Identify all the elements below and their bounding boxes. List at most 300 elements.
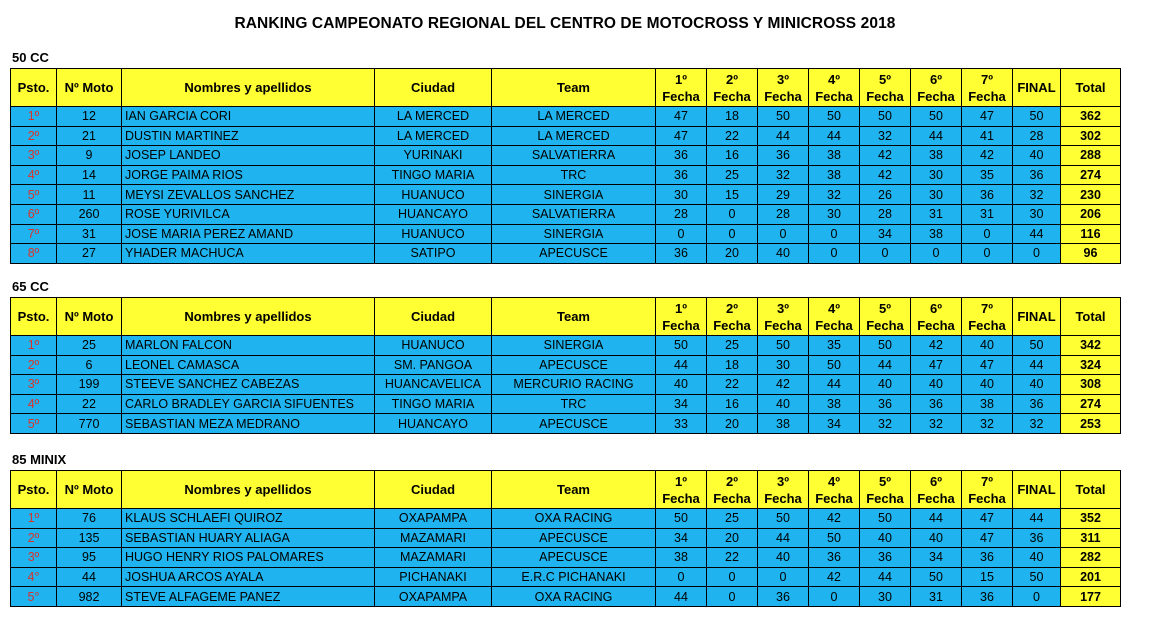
fecha-1-points-cell: 34 [656,528,707,548]
team-cell: SALVATIERRA [492,146,656,166]
final-points-cell: 50 [1013,107,1061,127]
header-team: Team [492,471,656,509]
fecha-3-points-cell: 36 [758,146,809,166]
fecha-2-points-cell: 15 [707,185,758,205]
fecha-4-points-cell: 44 [809,375,860,395]
fecha-2-points-cell: 18 [707,355,758,375]
team-cell: APECUSCE [492,244,656,264]
rider-name-cell: HUGO HENRY RIOS PALOMARES [122,548,375,568]
final-points-cell: 44 [1013,509,1061,529]
table-row [11,375,1121,395]
team-cell: OXA RACING [492,587,656,607]
header-final: FINAL [1013,298,1061,336]
total-points-cell: 302 [1061,126,1121,146]
fecha-6-points-cell: 31 [911,587,962,607]
total-points-cell: 253 [1061,414,1121,434]
fecha-6-points-cell: 40 [911,528,962,548]
fecha-4-points-cell: 0 [809,224,860,244]
header-fecha-1: 1º Fecha [656,69,707,107]
total-points-cell: 288 [1061,146,1121,166]
fecha-3-points-cell: 36 [758,587,809,607]
header-total: Total [1061,471,1121,509]
header-fecha-7: 7º Fecha [962,298,1013,336]
fecha-2-points-cell: 0 [707,567,758,587]
fecha-2-points-cell: 20 [707,414,758,434]
position-cell: 5º [11,414,57,434]
final-points-cell: 44 [1013,224,1061,244]
fecha-6-points-cell: 31 [911,204,962,224]
final-points-cell: 44 [1013,355,1061,375]
total-points-cell: 230 [1061,185,1121,205]
fecha-1-points-cell: 44 [656,587,707,607]
fecha-3-points-cell: 32 [758,165,809,185]
header-name: Nombres y apellidos [122,471,375,509]
fecha-1-points-cell: 47 [656,126,707,146]
fecha-5-points-cell: 42 [860,146,911,166]
fecha-5-points-cell: 34 [860,224,911,244]
table-header-row [11,298,1121,336]
position-cell: 1º [11,336,57,356]
fecha-6-points-cell: 40 [911,375,962,395]
fecha-1-points-cell: 47 [656,107,707,127]
city-cell: LA MERCED [375,107,492,127]
header-team: Team [492,69,656,107]
fecha-4-points-cell: 30 [809,204,860,224]
team-cell: TRC [492,394,656,414]
city-cell: PICHANAKI [375,567,492,587]
fecha-4-points-cell: 35 [809,336,860,356]
fecha-7-points-cell: 38 [962,394,1013,414]
table-row [11,567,1121,587]
total-points-cell: 201 [1061,567,1121,587]
header-fecha-1: 1º Fecha [656,471,707,509]
ranking-table-65cc [10,297,1121,434]
moto-number-cell: 199 [57,375,122,395]
moto-number-cell: 9 [57,146,122,166]
position-cell: 4º [11,394,57,414]
fecha-3-points-cell: 40 [758,548,809,568]
fecha-7-points-cell: 35 [962,165,1013,185]
header-name: Nombres y apellidos [122,298,375,336]
header-fecha-6: 6º Fecha [911,471,962,509]
fecha-6-points-cell: 0 [911,244,962,264]
header-team: Team [492,298,656,336]
fecha-1-points-cell: 0 [656,567,707,587]
header-fecha-3: 3º Fecha [758,298,809,336]
table-row [11,394,1121,414]
header-fecha-6: 6º Fecha [911,298,962,336]
team-cell: SINERGIA [492,336,656,356]
header-name: Nombres y apellidos [122,69,375,107]
fecha-6-points-cell: 30 [911,165,962,185]
team-cell: APECUSCE [492,548,656,568]
fecha-2-points-cell: 20 [707,528,758,548]
position-cell: 1º [11,107,57,127]
moto-number-cell: 14 [57,165,122,185]
fecha-4-points-cell: 50 [809,107,860,127]
table-row [11,146,1121,166]
rider-name-cell: IAN GARCIA CORI [122,107,375,127]
rider-name-cell: SEBASTIAN HUARY ALIAGA [122,528,375,548]
moto-number-cell: 44 [57,567,122,587]
rider-name-cell: STEEVE SANCHEZ CABEZAS [122,375,375,395]
fecha-7-points-cell: 40 [962,336,1013,356]
fecha-7-points-cell: 47 [962,107,1013,127]
city-cell: SM. PANGOA [375,355,492,375]
rider-name-cell: YHADER MACHUCA [122,244,375,264]
city-cell: MAZAMARI [375,548,492,568]
team-cell: E.R.C PICHANAKI [492,567,656,587]
ranking-table-50cc [10,68,1121,264]
fecha-6-points-cell: 38 [911,146,962,166]
team-cell: MERCURIO RACING [492,375,656,395]
table-header-row [11,471,1121,509]
city-cell: HUANCAVELICA [375,375,492,395]
fecha-3-points-cell: 50 [758,336,809,356]
team-cell: SINERGIA [492,224,656,244]
table-row [11,165,1121,185]
fecha-6-points-cell: 47 [911,355,962,375]
fecha-5-points-cell: 44 [860,355,911,375]
fecha-6-points-cell: 50 [911,567,962,587]
fecha-3-points-cell: 42 [758,375,809,395]
table-row [11,244,1121,264]
page-title: RANKING CAMPEONATO REGIONAL DEL CENTRO DE MOTOCROSS Y MINICROSS 2018 [234,15,896,32]
position-cell: 5º [11,185,57,205]
total-points-cell: 274 [1061,394,1121,414]
fecha-4-points-cell: 36 [809,548,860,568]
team-cell: APECUSCE [492,528,656,548]
team-cell: APECUSCE [492,355,656,375]
fecha-2-points-cell: 22 [707,375,758,395]
city-cell: OXAPAMPA [375,587,492,607]
fecha-5-points-cell: 36 [860,394,911,414]
header-fecha-7: 7º Fecha [962,69,1013,107]
final-points-cell: 0 [1013,587,1061,607]
position-cell: 4º [11,165,57,185]
fecha-5-points-cell: 50 [860,107,911,127]
fecha-3-points-cell: 44 [758,528,809,548]
fecha-4-points-cell: 34 [809,414,860,434]
team-cell: LA MERCED [492,126,656,146]
fecha-5-points-cell: 32 [860,126,911,146]
final-points-cell: 40 [1013,146,1061,166]
fecha-6-points-cell: 50 [911,107,962,127]
rider-name-cell: ROSE YURIVILCA [122,204,375,224]
category-label-65cc: 65 CC [12,279,49,294]
fecha-2-points-cell: 25 [707,336,758,356]
total-points-cell: 308 [1061,375,1121,395]
header-final: FINAL [1013,69,1061,107]
position-cell: 2º [11,126,57,146]
moto-number-cell: 76 [57,509,122,529]
final-points-cell: 50 [1013,336,1061,356]
header-fecha-6: 6º Fecha [911,69,962,107]
fecha-3-points-cell: 28 [758,204,809,224]
rider-name-cell: JOSE MARIA PEREZ AMAND [122,224,375,244]
position-cell: 3º [11,375,57,395]
city-cell: HUANCAYO [375,414,492,434]
fecha-1-points-cell: 36 [656,244,707,264]
position-cell: 5° [11,587,57,607]
header-fecha-2: 2º Fecha [707,298,758,336]
final-points-cell: 36 [1013,165,1061,185]
fecha-2-points-cell: 25 [707,509,758,529]
fecha-4-points-cell: 38 [809,165,860,185]
final-points-cell: 30 [1013,204,1061,224]
city-cell: SATIPO [375,244,492,264]
city-cell: MAZAMARI [375,528,492,548]
fecha-6-points-cell: 34 [911,548,962,568]
fecha-4-points-cell: 38 [809,146,860,166]
fecha-1-points-cell: 33 [656,414,707,434]
fecha-5-points-cell: 40 [860,528,911,548]
moto-number-cell: 982 [57,587,122,607]
fecha-5-points-cell: 0 [860,244,911,264]
header-fecha-4: 4º Fecha [809,298,860,336]
rider-name-cell: SEBASTIAN MEZA MEDRANO [122,414,375,434]
moto-number-cell: 11 [57,185,122,205]
fecha-4-points-cell: 44 [809,126,860,146]
table-header-row [11,69,1121,107]
final-points-cell: 0 [1013,244,1061,264]
table-row [11,336,1121,356]
moto-number-cell: 6 [57,355,122,375]
fecha-3-points-cell: 0 [758,567,809,587]
ranking-table-85minix [10,470,1121,607]
fecha-7-points-cell: 40 [962,375,1013,395]
position-cell: 6º [11,204,57,224]
fecha-5-points-cell: 42 [860,165,911,185]
rider-name-cell: KLAUS SCHLAEFI QUIROZ [122,509,375,529]
fecha-7-points-cell: 36 [962,587,1013,607]
fecha-1-points-cell: 38 [656,548,707,568]
table-row [11,204,1121,224]
city-cell: HUANUCO [375,336,492,356]
position-cell: 3º [11,548,57,568]
fecha-4-points-cell: 0 [809,244,860,264]
header-fecha-4: 4º Fecha [809,69,860,107]
final-points-cell: 36 [1013,528,1061,548]
header-fecha-2: 2º Fecha [707,471,758,509]
fecha-5-points-cell: 50 [860,336,911,356]
fecha-2-points-cell: 22 [707,548,758,568]
header-moto-number: Nº Moto [57,471,122,509]
city-cell: HUANCAYO [375,204,492,224]
fecha-5-points-cell: 40 [860,375,911,395]
header-total: Total [1061,298,1121,336]
table-row [11,528,1121,548]
position-cell: 2º [11,528,57,548]
moto-number-cell: 31 [57,224,122,244]
fecha-7-points-cell: 47 [962,528,1013,548]
rider-name-cell: STEVE ALFAGEME PANEZ [122,587,375,607]
fecha-7-points-cell: 15 [962,567,1013,587]
header-position: Psto. [11,298,57,336]
city-cell: TINGO MARIA [375,165,492,185]
total-points-cell: 324 [1061,355,1121,375]
fecha-4-points-cell: 38 [809,394,860,414]
header-fecha-7: 7º Fecha [962,471,1013,509]
table-row [11,355,1121,375]
position-cell: 3º [11,146,57,166]
header-fecha-5: 5º Fecha [860,471,911,509]
table-row [11,107,1121,127]
final-points-cell: 40 [1013,548,1061,568]
position-cell: 8º [11,244,57,264]
rider-name-cell: MARLON FALCON [122,336,375,356]
team-cell: SALVATIERRA [492,204,656,224]
header-fecha-4: 4º Fecha [809,471,860,509]
total-points-cell: 96 [1061,244,1121,264]
moto-number-cell: 770 [57,414,122,434]
fecha-6-points-cell: 32 [911,414,962,434]
rider-name-cell: JOSHUA ARCOS AYALA [122,567,375,587]
category-label-85minix: 85 MINIX [12,452,67,467]
team-cell: OXA RACING [492,509,656,529]
fecha-4-points-cell: 32 [809,185,860,205]
header-city: Ciudad [375,298,492,336]
final-points-cell: 40 [1013,375,1061,395]
city-cell: HUANUCO [375,224,492,244]
rider-name-cell: MEYSI ZEVALLOS SANCHEZ [122,185,375,205]
category-label-50cc: 50 CC [12,50,49,65]
fecha-7-points-cell: 36 [962,548,1013,568]
fecha-6-points-cell: 36 [911,394,962,414]
table-row [11,414,1121,434]
fecha-2-points-cell: 18 [707,107,758,127]
rider-name-cell: CARLO BRADLEY GARCIA SIFUENTES [122,394,375,414]
fecha-7-points-cell: 0 [962,224,1013,244]
header-position: Psto. [11,471,57,509]
moto-number-cell: 21 [57,126,122,146]
fecha-4-points-cell: 50 [809,528,860,548]
moto-number-cell: 27 [57,244,122,264]
fecha-5-points-cell: 26 [860,185,911,205]
fecha-5-points-cell: 28 [860,204,911,224]
fecha-3-points-cell: 44 [758,126,809,146]
fecha-1-points-cell: 36 [656,165,707,185]
header-city: Ciudad [375,69,492,107]
team-cell: LA MERCED [492,107,656,127]
header-city: Ciudad [375,471,492,509]
city-cell: YURINAKI [375,146,492,166]
total-points-cell: 177 [1061,587,1121,607]
moto-number-cell: 95 [57,548,122,568]
team-cell: APECUSCE [492,414,656,434]
fecha-6-points-cell: 44 [911,509,962,529]
team-cell: SINERGIA [492,185,656,205]
fecha-7-points-cell: 47 [962,509,1013,529]
city-cell: HUANUCO [375,185,492,205]
fecha-1-points-cell: 44 [656,355,707,375]
fecha-2-points-cell: 0 [707,224,758,244]
fecha-1-points-cell: 34 [656,394,707,414]
fecha-7-points-cell: 36 [962,185,1013,205]
total-points-cell: 362 [1061,107,1121,127]
fecha-7-points-cell: 31 [962,204,1013,224]
final-points-cell: 28 [1013,126,1061,146]
fecha-2-points-cell: 16 [707,394,758,414]
header-fecha-5: 5º Fecha [860,69,911,107]
total-points-cell: 116 [1061,224,1121,244]
fecha-4-points-cell: 50 [809,355,860,375]
fecha-2-points-cell: 16 [707,146,758,166]
header-fecha-2: 2º Fecha [707,69,758,107]
final-points-cell: 50 [1013,567,1061,587]
fecha-5-points-cell: 36 [860,548,911,568]
position-cell: 1º [11,509,57,529]
fecha-1-points-cell: 28 [656,204,707,224]
fecha-5-points-cell: 32 [860,414,911,434]
header-fecha-5: 5º Fecha [860,298,911,336]
city-cell: LA MERCED [375,126,492,146]
position-cell: 7º [11,224,57,244]
fecha-1-points-cell: 0 [656,224,707,244]
fecha-6-points-cell: 42 [911,336,962,356]
fecha-7-points-cell: 0 [962,244,1013,264]
fecha-7-points-cell: 41 [962,126,1013,146]
fecha-3-points-cell: 0 [758,224,809,244]
header-fecha-1: 1º Fecha [656,298,707,336]
rider-name-cell: LEONEL CAMASCA [122,355,375,375]
fecha-7-points-cell: 42 [962,146,1013,166]
fecha-6-points-cell: 44 [911,126,962,146]
rider-name-cell: JOSEP LANDEO [122,146,375,166]
fecha-2-points-cell: 22 [707,126,758,146]
fecha-5-points-cell: 44 [860,567,911,587]
fecha-1-points-cell: 36 [656,146,707,166]
table-row [11,224,1121,244]
city-cell: OXAPAMPA [375,509,492,529]
total-points-cell: 274 [1061,165,1121,185]
fecha-7-points-cell: 32 [962,414,1013,434]
table-row [11,587,1121,607]
fecha-1-points-cell: 50 [656,509,707,529]
fecha-4-points-cell: 42 [809,567,860,587]
rider-name-cell: DUSTIN MARTINEZ [122,126,375,146]
fecha-6-points-cell: 38 [911,224,962,244]
fecha-3-points-cell: 29 [758,185,809,205]
fecha-3-points-cell: 50 [758,107,809,127]
fecha-6-points-cell: 30 [911,185,962,205]
table-row [11,548,1121,568]
fecha-2-points-cell: 25 [707,165,758,185]
total-points-cell: 352 [1061,509,1121,529]
header-moto-number: Nº Moto [57,298,122,336]
header-moto-number: Nº Moto [57,69,122,107]
table-row [11,185,1121,205]
fecha-3-points-cell: 38 [758,414,809,434]
fecha-5-points-cell: 50 [860,509,911,529]
final-points-cell: 32 [1013,414,1061,434]
table-row [11,126,1121,146]
fecha-4-points-cell: 42 [809,509,860,529]
fecha-1-points-cell: 40 [656,375,707,395]
header-fecha-3: 3º Fecha [758,69,809,107]
moto-number-cell: 260 [57,204,122,224]
fecha-5-points-cell: 30 [860,587,911,607]
fecha-3-points-cell: 50 [758,509,809,529]
total-points-cell: 282 [1061,548,1121,568]
moto-number-cell: 135 [57,528,122,548]
fecha-7-points-cell: 47 [962,355,1013,375]
moto-number-cell: 22 [57,394,122,414]
fecha-1-points-cell: 30 [656,185,707,205]
fecha-4-points-cell: 0 [809,587,860,607]
fecha-3-points-cell: 40 [758,394,809,414]
header-final: FINAL [1013,471,1061,509]
